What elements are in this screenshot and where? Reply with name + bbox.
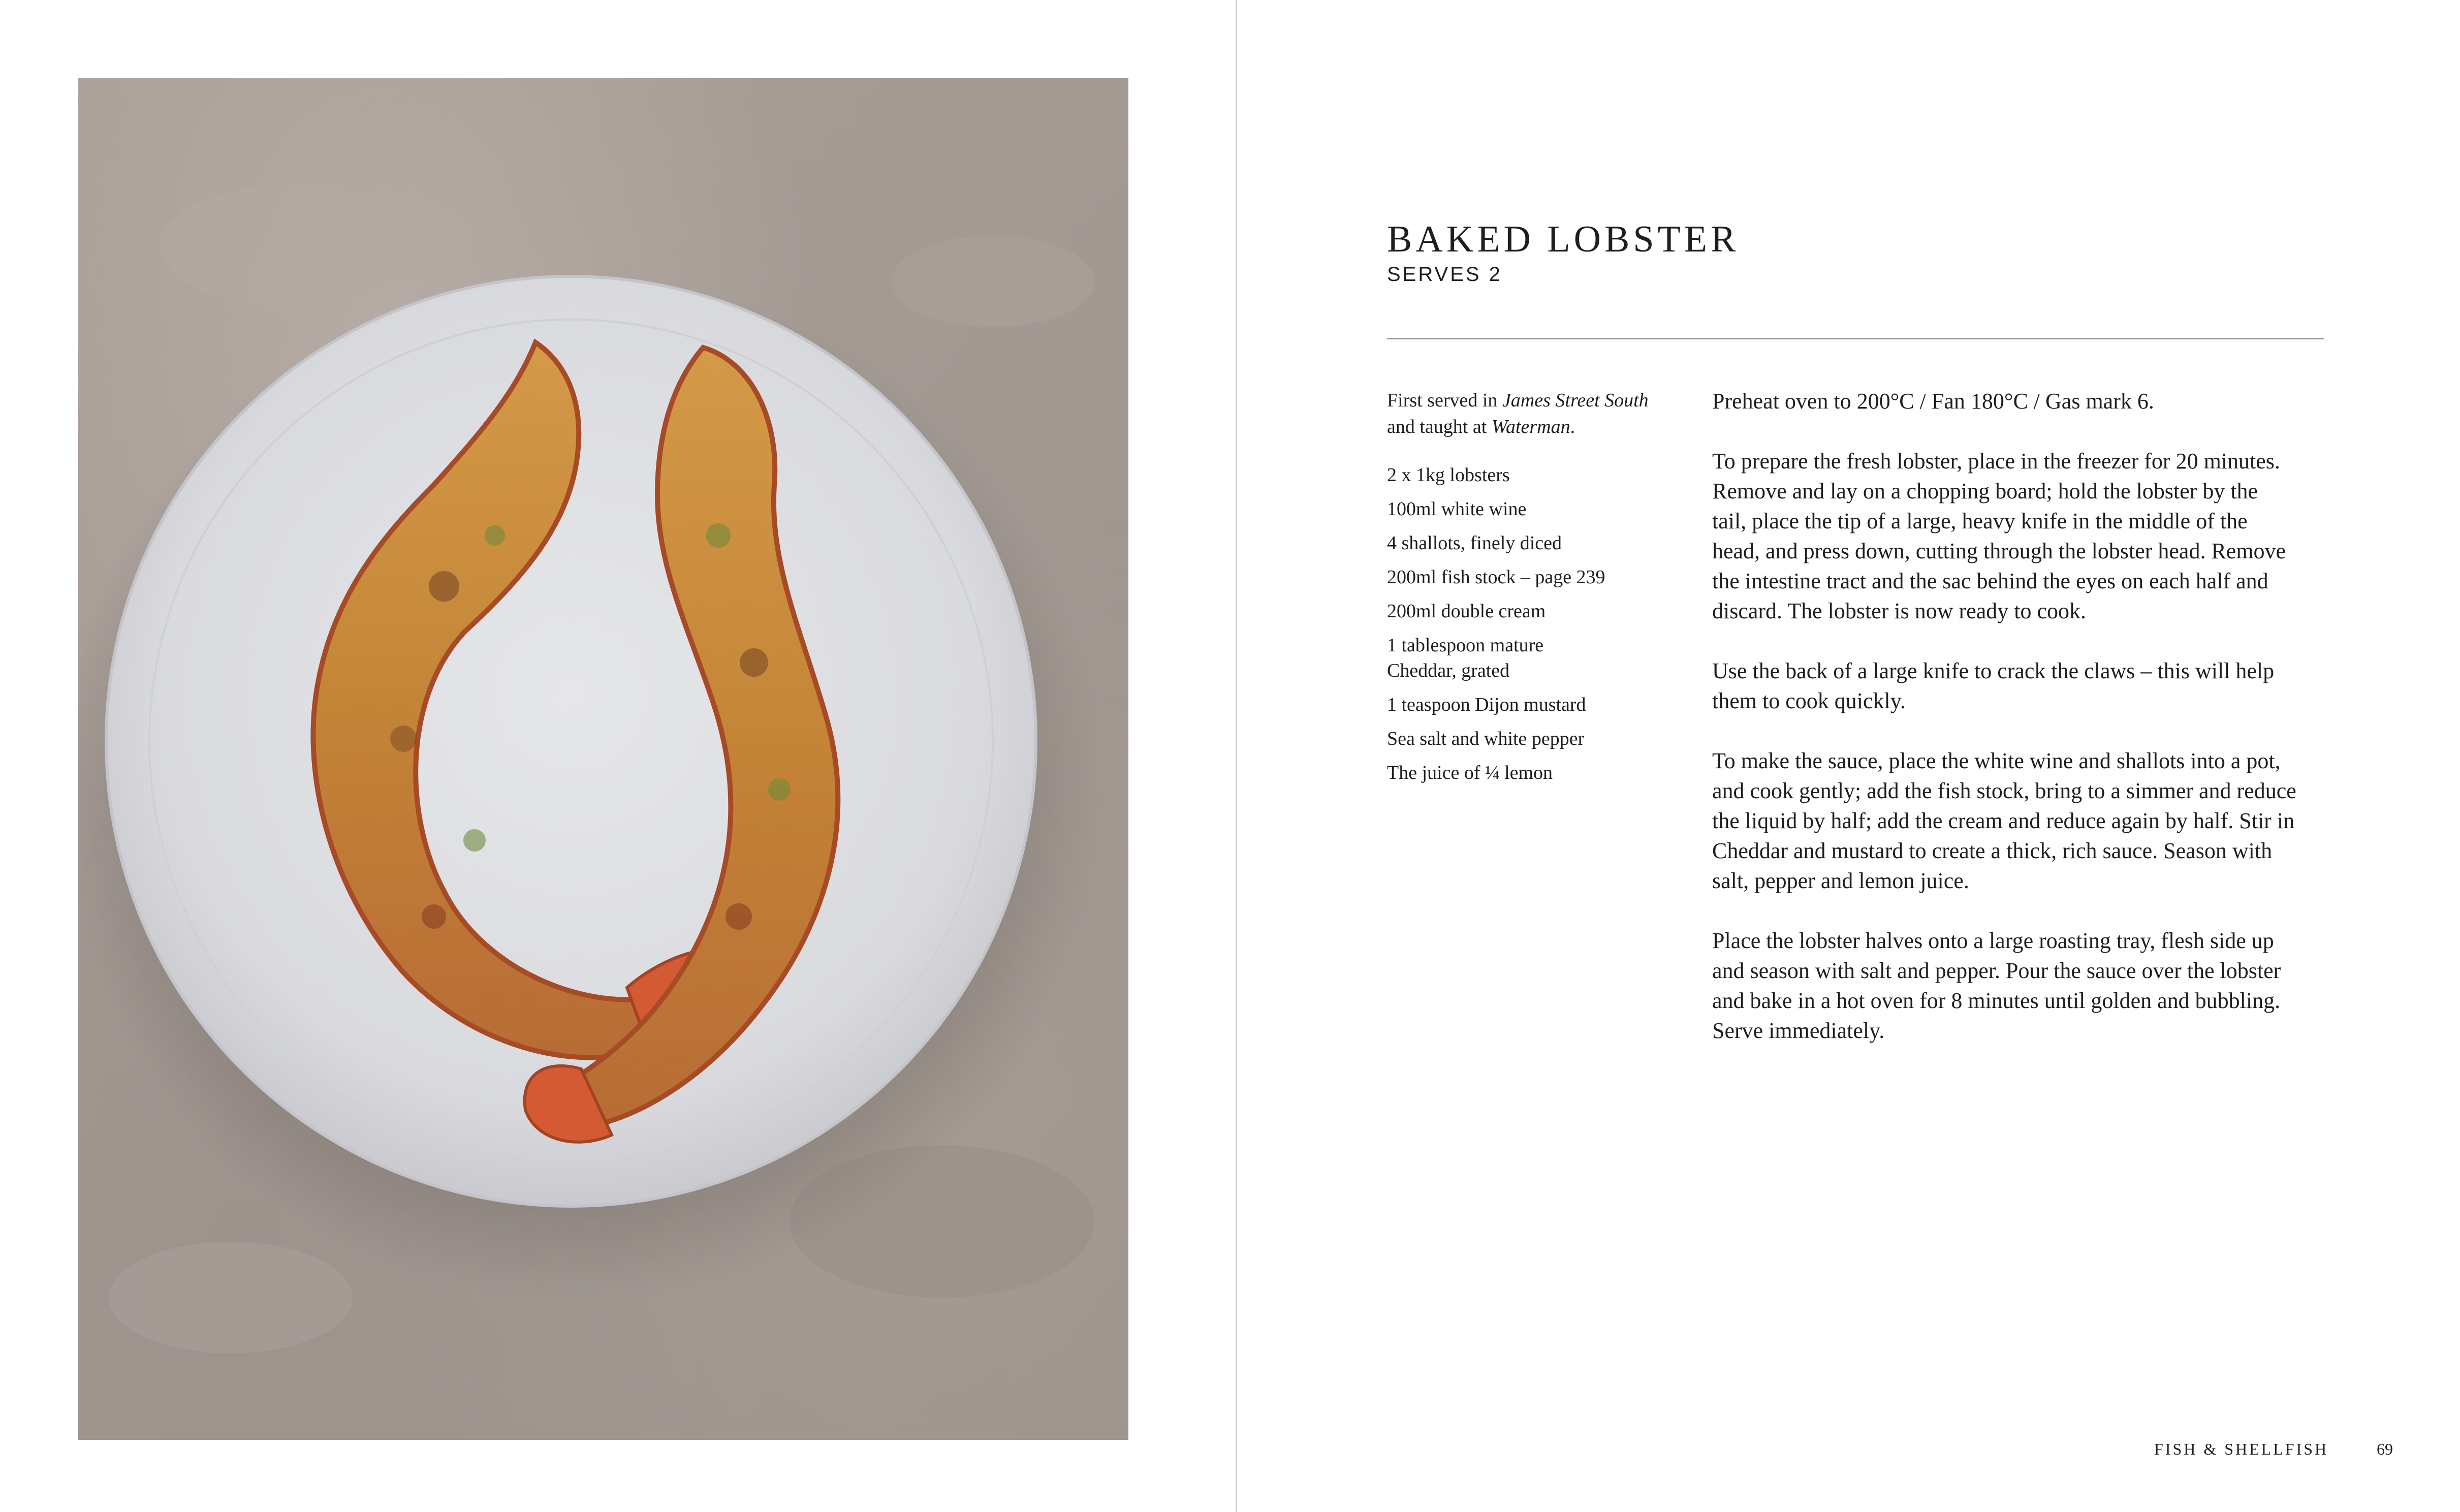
- ingredient-item: 2 x 1kg lobsters: [1387, 464, 1510, 486]
- ingredient-item: 1 tablespoon mature: [1387, 635, 1544, 656]
- page-number: 69: [2377, 1440, 2393, 1458]
- intro-line-1: First served in James Street South: [1387, 390, 1649, 411]
- ingredient-item: 4 shallots, finely diced: [1387, 532, 1562, 554]
- restaurant-name: James Street South: [1502, 390, 1649, 411]
- recipe-serves: SERVES 2: [1387, 263, 1502, 286]
- ingredient-item: 1 teaspoon Dijon mustard: [1387, 694, 1586, 715]
- method-step: Place the lobster halves onto a large roasting tray, flesh side up and season with salt and pepper. Pour the sauce over the lobster and bake in a hot oven for 8 minutes until golden and bubbling. Serve immediately.: [1712, 928, 2281, 1043]
- ingredient-item: 200ml fish stock – page 239: [1387, 566, 1605, 588]
- ingredient-item: 200ml double cream: [1387, 601, 1546, 622]
- running-footer-section: FISH & SHELLFISH: [2154, 1440, 2329, 1458]
- page-gutter: [1236, 0, 1237, 1512]
- recipe-intro: [1387, 387, 1671, 440]
- recipe-title: BAKED LOBSTER: [1387, 218, 1740, 260]
- method-step: Preheat oven to 200°C / Fan 180°C / Gas mark 6.: [1712, 389, 2154, 414]
- ingredient-item: Cheddar, grated: [1387, 660, 1510, 681]
- ingredient-item: Sea salt and white pepper: [1387, 728, 1585, 749]
- lobster-plate-illustration: [78, 78, 1128, 1440]
- method-step: To prepare the fresh lobster, place in the freezer for 20 minutes. Remove and lay on a chopping board; hold the lobster by the tail, place the tip of a large, heavy knife in the middle of the head, and press down, cutting through the lobster head. Remove the intestine tract and the sac behind the eyes on each half and discard. The lobster is now ready to cook.: [1712, 449, 2286, 623]
- intro-line-2: and taught at Waterman.: [1387, 416, 1575, 437]
- method-step: Use the back of a large knife to crack the claws – this will help them to cook quickly.: [1712, 658, 2275, 713]
- header-divider: [1387, 338, 2324, 339]
- ingredient-item: The juice of ¼ lemon: [1387, 762, 1553, 783]
- restaurant-name: Waterman: [1491, 416, 1570, 437]
- method-steps: [1712, 386, 2342, 1076]
- baked-lobster-photo: [78, 78, 1128, 1440]
- page-footer: [2154, 1439, 2398, 1459]
- method-step: To make the sauce, place the white wine and shallots into a pot, and cook gently; add the fish stock, bring to a simmer and reduce the liquid by half; add the cream and reduce again by half. Stir in Cheddar and mustard to create a thick, rich sauce. Season with salt, pepper and lemon juice.: [1712, 748, 2296, 893]
- ingredient-item: 100ml white wine: [1387, 498, 1527, 520]
- ingredient-list: [1387, 462, 1671, 794]
